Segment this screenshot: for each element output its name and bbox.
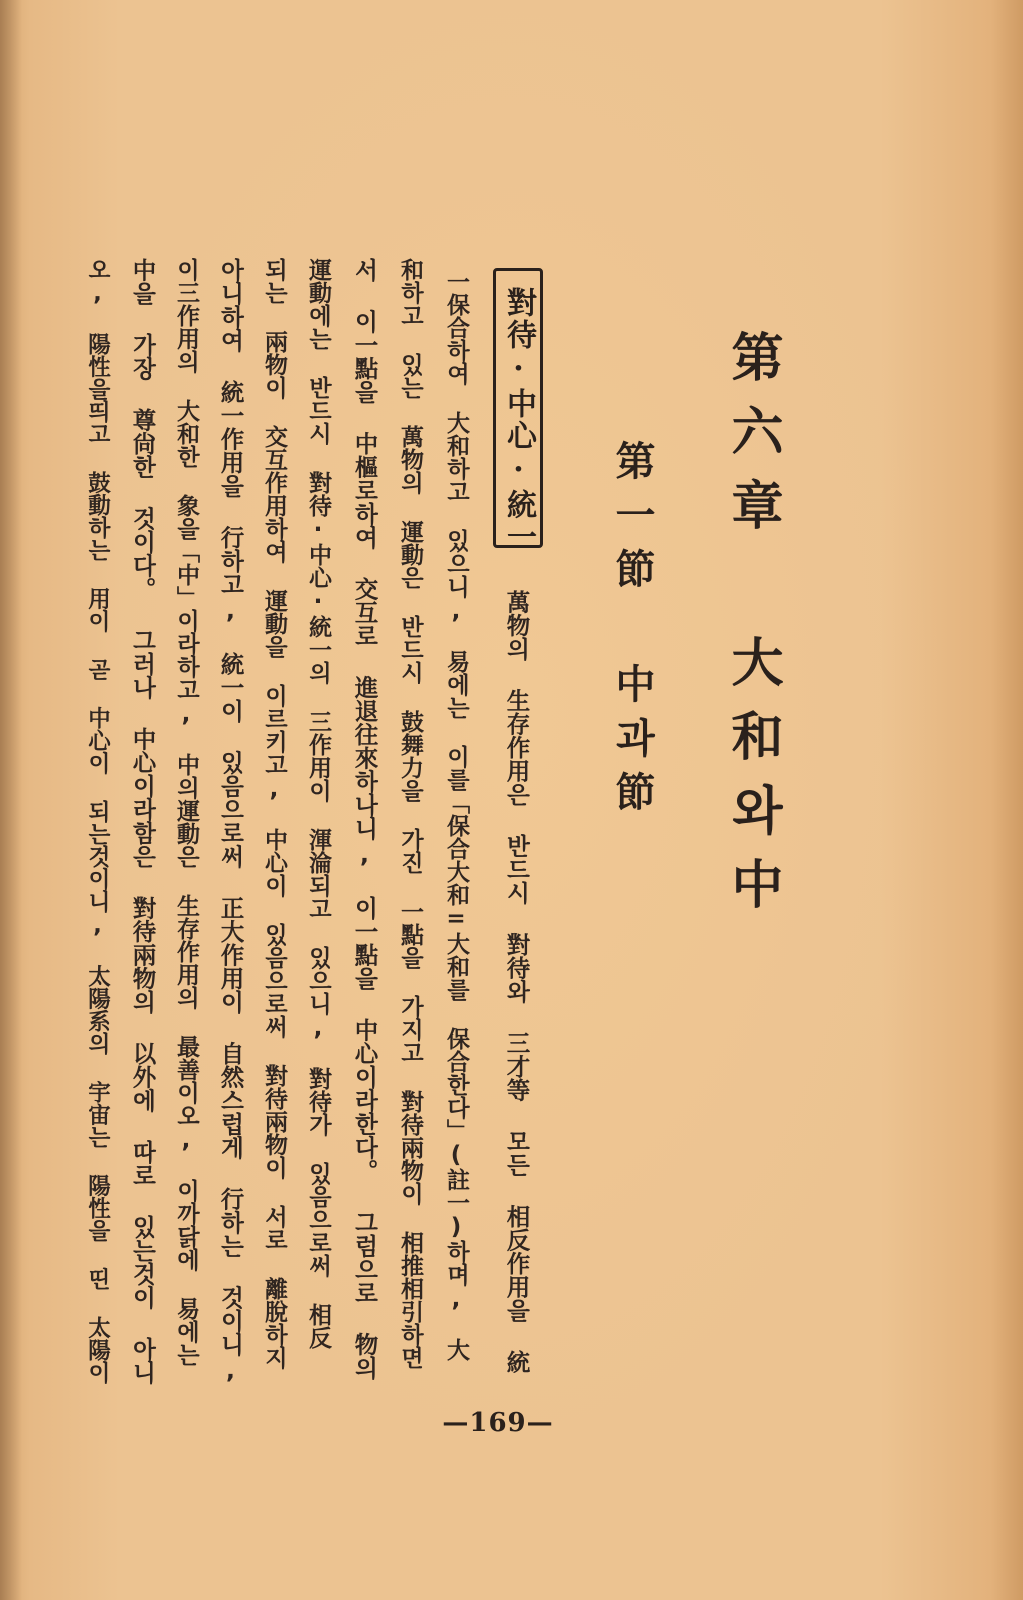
page-number: —169— (442, 1408, 554, 1438)
page-edge-shadow (0, 0, 22, 1600)
paragraph-column-10: 오, 陽性을띄고 鼓動하는 用이 곧 中心이 되는것이니, 太陽系의 宇宙는 陽性을 띤 太陽이 (84, 258, 111, 1384)
paragraph-column-3: 和하고 있는 萬物의 運動은 반드시 鼓舞力을 가진 一點을 가지고 對待兩物이 相推相引하면 (397, 258, 423, 1369)
paragraph-column-1: 萬物의 生存作用은 반드시 對待와 三才等 모든 相反作用을 統 (502, 590, 531, 1374)
paragraph-column-7: 아니하여 統一作用을 行하고, 統一이 있음으로써 正大作用이 自然스럽게 行하는 것이니, (216, 258, 245, 1384)
subheading: 對待·中心·統一 (501, 287, 536, 553)
subheading-box (493, 268, 543, 553)
paragraph-column-5: 運動에는 반드시 對待·中心·統一의 三作用이 渾淪되고 있으니, 對待가 있음으로써 相反 (305, 258, 331, 1349)
chapter-title: 第六章 大和와中 (722, 330, 783, 931)
paragraph-column-6: 되는 兩物이 交互作用하여 運動을 이르키고, 中心이 있음으로써 對待兩物이 서로 離脫하지 (261, 258, 287, 1369)
paragraph-column-9: 中을 가장 尊尙한 것이다。 그러나 中心이라함은 對待兩物의 以外에 따로 있는것이 아니 (128, 258, 157, 1384)
paragraph-column-8: 이三作用의 大和한 象을「中」이라하고, 中의運動은 生存作用의 最善이오, 이까닭에 易에는 (173, 258, 199, 1366)
paragraph-column-2: 一保合하여 大和하고 있으니, 易에는 이를「保合大和=大和를 保合한다」(註一)하며, 大 (443, 270, 469, 1361)
paragraph-column-4: 서 이一點을 中樞로하여 交互로 進退往來하나니, 이一點을 中心이라한다。 그럼으로 物의 (350, 258, 379, 1380)
section-title: 第一節 中과節 (609, 440, 656, 825)
